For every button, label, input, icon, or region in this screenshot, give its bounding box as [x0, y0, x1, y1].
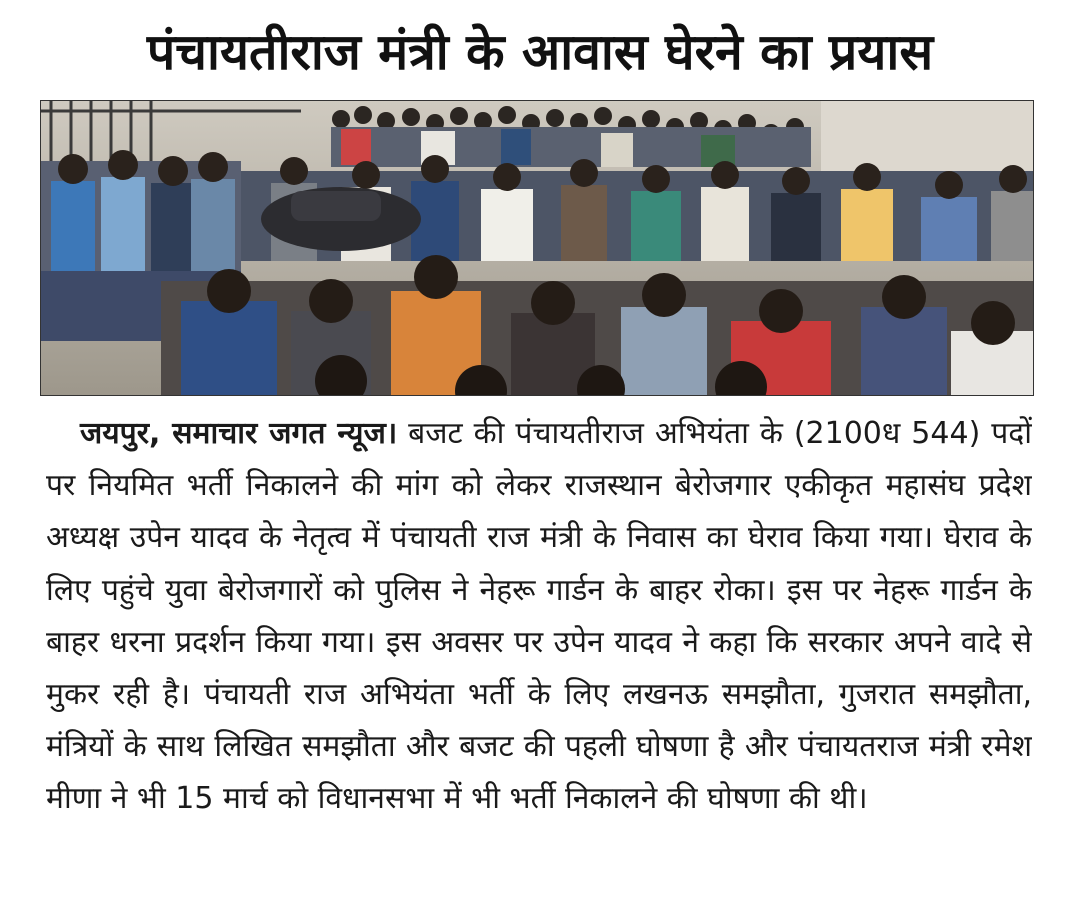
crowd-back-bodies: [331, 127, 811, 167]
article-text: बजट की पंचायतीराज अभियंता के (2100ध 544) पदों पर नियमित भर्ती निकालने की मांग को लेकर राजस्थान बेरोजगार एकीकृत महासंघ प्रदेश अध्यक्ष उपेन यादव के नेतृत्व में पंचायती राज मंत्री के निवास का घेराव किया गया। घेराव के लिए पहुंचे युवा बेरोजगारों को पुलिस ने नेहरू गार्डन के बाहर रोका। इस पर नेहरू गार्डन के बाहर धरना प्रदर्शन किया गया। इस अवसर पर उपेन यादव ने कहा कि सरकार अपने वादे से मुकर रही है। पंचायती राज अभियंता भर्ती के लिए लखनऊ समझौता, गुजरात समझौता, मंत्रियों के साथ लिखित समझौता और बजट की पहली घोषणा है और पंचायतराज मंत्री रमेश मीणा ने भी 15 मार्च को विधानसभा में भी भर्ती निकालने की घोषणा की थी।: [46, 416, 1032, 817]
article-dateline: जयपुर, समाचार जगत न्यूज।: [80, 416, 398, 451]
headline: पंचायतीराज मंत्री के आवास घेरने का प्रयास: [146, 23, 934, 81]
road-far: [821, 101, 1034, 171]
protest-crowd-photo: [40, 100, 1034, 396]
article-body: [46, 408, 1032, 918]
crowd-illustration: [41, 101, 1034, 396]
scooter: [261, 187, 421, 251]
